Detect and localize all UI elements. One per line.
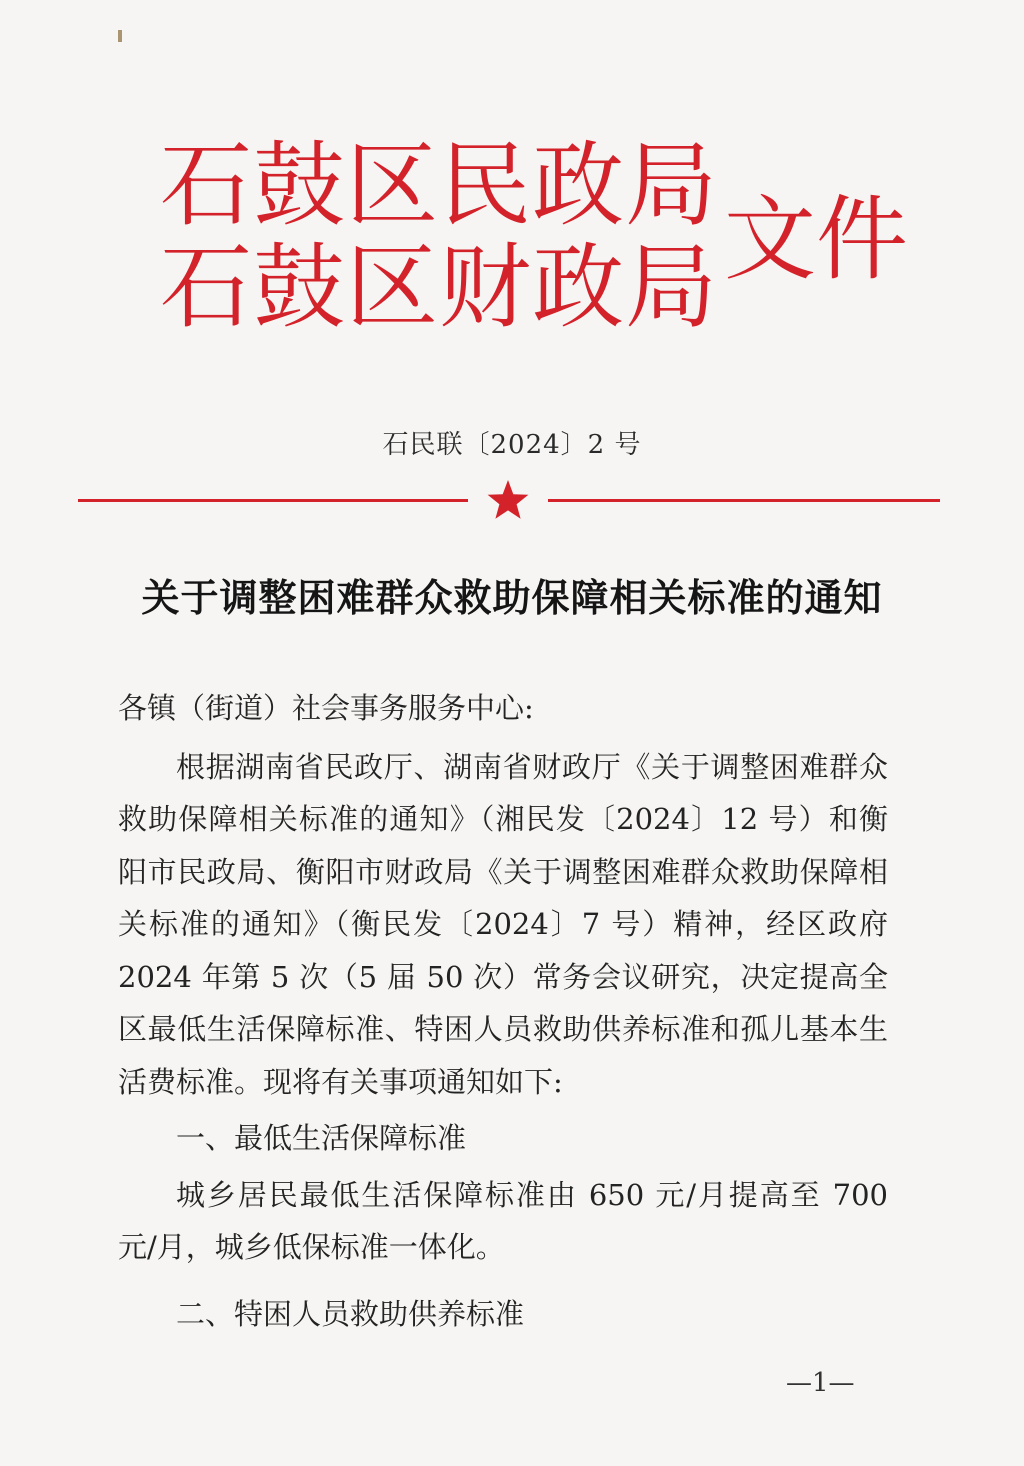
- document-title: 关于调整困难群众救助保障相关标准的通知: [141, 575, 883, 620]
- document-number: 石民联〔2024〕2 号: [382, 430, 642, 460]
- star-icon: [486, 478, 530, 522]
- issuer-block: [160, 132, 720, 341]
- issuer-line-civil-affairs: 石鼓区民政局: [160, 132, 719, 239]
- section-heading-1: 一、最低生活保障标准: [176, 1121, 467, 1155]
- document-body: [118, 682, 888, 1340]
- document-type-label: 文件: [724, 186, 909, 293]
- separator-line-right: [548, 499, 940, 502]
- issuer-line-finance: 石鼓区财政局: [160, 234, 719, 341]
- binding-mark: [118, 30, 122, 42]
- separator-line-left: [78, 499, 468, 502]
- section-paragraph-1: 城乡居民最低生活保障标准由 650 元/月提高至 700 元/月，城乡低保标准一体化。: [118, 1177, 888, 1264]
- page-number: —1—: [786, 1368, 855, 1398]
- salutation: 各镇（街道）社会事务服务中心:: [118, 691, 534, 725]
- intro-paragraph: 根据湖南省民政厅、湖南省财政厅《关于调整困难群众救助保障相关标准的通知》（湘民发〔2024〕12 号）和衡阳市民政局、衡阳市财政局《关于调整困难群众救助保障相关标准的通知》（衡民发〔2024〕7 号）精神，经区政府 2024 年第 5 次（5 届 50 次）常务会议研究，决定提高全区最低生活保障标准、特困人员救助供养标准和孤儿基本生活费标准。现将有关事项通知如下:: [118, 749, 888, 1099]
- section-heading-2: 二、特困人员救助供养标准: [176, 1296, 525, 1331]
